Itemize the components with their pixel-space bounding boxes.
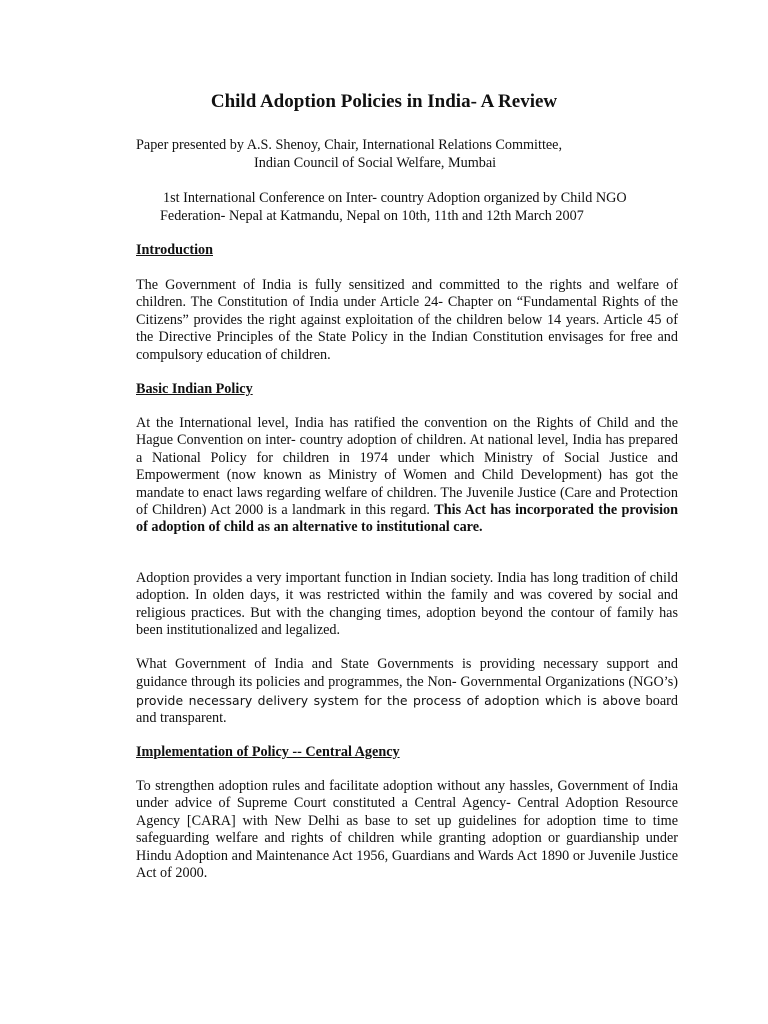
basic-policy-p3-a: What Government of India and State Governments is providing necessary support and guidance through its policies and programmes, the Non- Governmental Organizations (NGO’s)	[136, 656, 678, 691]
conference-info	[160, 189, 680, 225]
basic-policy-paragraph-2: Adoption provides a very important function in Indian society. India has long tradition of child adoption. In olden days, it was restricted within the family and was covered by social and religious practices. But with the changing times, adoption beyond the contour of family has been institutionalized and legalized.	[136, 570, 678, 639]
implementation-paragraph: To strengthen adoption rules and facilitate adoption without any hassles, Government of India under advice of Supreme Court constituted a Central Agency- Central Adoption Resource Agency [CARA] with New Delhi as base to set up guidelines for adoption time to time safeguarding welfare and rights of children while granting adoption or guardianship under Hindu Adoption and Maintenance Act 1956, Guardians and Wards Act 1890 or Juvenile Justice Act of 2000.	[136, 778, 678, 882]
introduction-text-b: Article 45 of the Directive Principles of the State Policy in the Indian Constitution envisages for free and compulsory education of children.	[136, 311, 678, 363]
introduction-paragraph	[136, 277, 678, 364]
basic-policy-paragraph-3	[136, 656, 678, 728]
basic-policy-paragraph-1	[136, 415, 678, 537]
document-title: Child Adoption Policies in India- A Review	[210, 91, 558, 112]
basic-policy-bold-text: This Act has incorporated the provision of adoption of child as an alternative to institutional care.	[136, 502, 678, 536]
introduction-text-a: The Government of India is fully sensitized and committed to the rights and welfare of children. The Constitution of India under Article 24- Chapter on “Fundamental Rights of the Citizens” provides the right against exploitation of the children below 14 years.	[136, 277, 678, 328]
author-line-2: Indian Council of Social Welfare, Mumbai	[254, 155, 497, 171]
basic-policy-heading: Basic Indian Policy	[136, 381, 253, 397]
basic-policy-text: At the International level, India has ratified the convention on the Rights of Child and the Hague Convention on inter- country adoption of children. At national level, India has prepared a National Policy for children in 1974 under which Ministry of Social Justice and Empowerment (now known as Ministry of Women and Child Development) has got the mandate to enact laws regarding welfare of children. The Juvenile Justice (Care and Protection of Children) Act 2000 is a landmark in this regard.	[136, 415, 678, 519]
author-line-1: Paper presented by A.S. Shenoy, Chair, International Relations Committee,	[136, 137, 563, 153]
author-info	[136, 136, 636, 172]
basic-policy-p3-c: board and transparent.	[136, 692, 678, 727]
implementation-heading: Implementation of Policy -- Central Agency	[136, 744, 400, 760]
introduction-heading: Introduction	[136, 242, 213, 258]
conference-line-1: 1st International Conference on Inter- country Adoption organized by Child NGO	[163, 190, 627, 206]
conference-line-2: Federation- Nepal at Katmandu, Nepal on 10th, 11th and 12th March 2007	[160, 208, 584, 224]
basic-policy-p3-b: provide necessary delivery system for the process of adoption which is above	[136, 692, 641, 708]
